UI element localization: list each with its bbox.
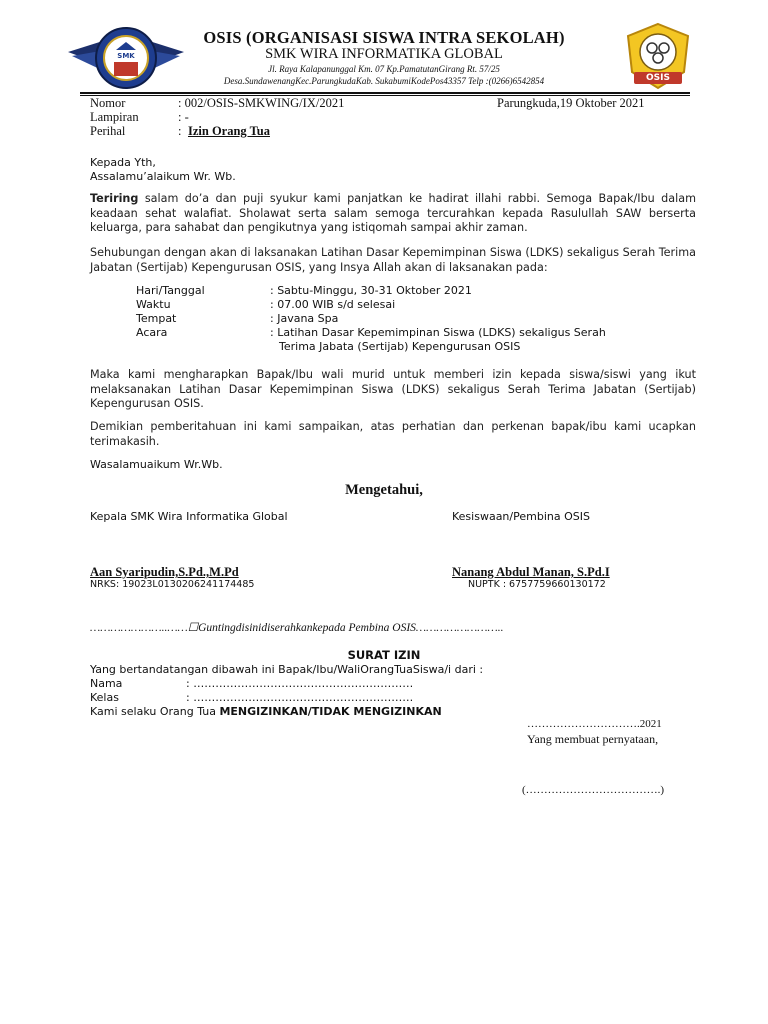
lampiran-value: : - xyxy=(178,110,189,124)
consent-line xyxy=(90,705,442,719)
left-signer-role: Kepala SMK Wira Informatika Global xyxy=(90,510,288,523)
event-value-activity: : Latihan Dasar Kepemimpinan Siswa (LDKS) sekaligus Serah xyxy=(270,326,606,339)
paragraph-opening xyxy=(90,192,696,236)
event-value-place: : Javana Spa xyxy=(270,312,339,325)
nama-field[interactable]: : …………………………………………………… xyxy=(186,677,414,690)
right-signer-role: Kesiswaan/Pembina OSIS xyxy=(452,510,590,523)
mengetahui: Mengetahui, xyxy=(345,482,423,498)
paragraph-request: Maka kami mengharapkan Bapak/Ibu wali murid untuk memberi izin kepada siswa/siswi yang ikut melaksanakan Latihan Dasar Kepemimpinan Siswa (LDKS) sekaligus Serah Terima Jabatan (Sertijab) Kepengurusan OSIS. xyxy=(90,368,696,411)
slip-title: SURAT IZIN xyxy=(347,648,421,662)
event-label-place: Tempat xyxy=(136,312,177,325)
event-value-date: : Sabtu-Minggu, 30-31 Oktober 2021 xyxy=(270,284,472,297)
perihal-value: Izin Orang Tua xyxy=(188,124,270,138)
opening-bold-word: Teriring xyxy=(90,192,139,205)
event-label-time: Waktu xyxy=(136,298,171,311)
event-value-time: : 07.00 WIB s/d selesai xyxy=(270,298,396,311)
header-divider xyxy=(80,92,690,94)
consent-choice[interactable]: MENGIZINKAN/TIDAK MENGIZINKAN xyxy=(219,705,442,718)
left-signer-id: NRKS: 19023L0130206241174485 xyxy=(90,579,255,590)
logo-left-label: SMK xyxy=(117,52,135,60)
nomor-value: : 002/OSIS-SMKWING/IX/2021 xyxy=(178,96,345,110)
address-line-2: Desa.SundawenangKec.ParungkudaKab. SukabumiKodePos43357 Telp :(0266)6542854 xyxy=(223,76,545,86)
closing-greeting: Wasalamuaikum Wr.Wb. xyxy=(90,458,223,471)
perihal-label: Perihal xyxy=(90,124,126,138)
nama-label: Nama xyxy=(90,677,123,690)
kelas-field[interactable]: : …………………………………………………… xyxy=(186,691,414,704)
perihal-colon: : xyxy=(178,124,182,138)
event-label-activity: Acara xyxy=(136,326,168,339)
cut-line: …………………..……☐Guntingdisinidiserahkankepada Pembina OSIS…………………….. xyxy=(90,622,504,634)
recipient: Kepada Yth, xyxy=(90,156,156,169)
school-name: SMK WIRA INFORMATIKA GLOBAL xyxy=(265,46,503,62)
slip-signature-line[interactable]: (……………………………….) xyxy=(522,784,665,796)
greeting: Assalamu’alaikum Wr. Wb. xyxy=(90,170,236,183)
slip-intro: Yang bertandatangan dibawah ini Bapak/Ibu/WaliOrangTuaSiswa/i dari : xyxy=(90,663,484,676)
address-line-1: Jl. Raya Kalapanunggal Km. 07 Kp.PamatutanGirang Rt. 57/25 xyxy=(268,64,500,74)
opening-text: salam do’a dan puji syukur kami panjatkan ke hadirat illahi rabbi. Semoga Bapak/Ibu dalam keadaan sehat walafiat. Sholawat serta salam semoga tercurahkan kepada Rasulullah SAW berserta keluarga, para sahabat dan pengikutnya yang istiqomah sampai akhir zaman. xyxy=(90,192,696,235)
paragraph-closing: Demikian pemberitahuan ini kami sampaikan, atas perhatian dan perkenan bapak/ibu kami ucapkan terimakasih. xyxy=(90,420,696,448)
left-signer-name: Aan Syaripudin,S.Pd.,M.Pd xyxy=(90,565,239,579)
logo-right-label: OSIS xyxy=(646,73,670,83)
slip-date: ………………………….2021 xyxy=(527,718,662,730)
right-signer-id: NUPTK : 6757759660130172 xyxy=(468,579,606,590)
lampiran-label: Lampiran xyxy=(90,110,139,124)
slip-maker: Yang membuat pernyataan, xyxy=(527,732,659,746)
consent-prefix: Kami selaku Orang Tua xyxy=(90,705,220,718)
right-signer-name: Nanang Abdul Manan, S.Pd.I xyxy=(452,565,610,579)
nomor-label: Nomor xyxy=(90,96,126,110)
org-title: OSIS (ORGANISASI SISWA INTRA SEKOLAH) xyxy=(203,28,565,47)
event-value-activity-cont: Terima Jabata (Sertijab) Kepengurusan OSIS xyxy=(279,340,521,353)
kelas-label: Kelas xyxy=(90,691,119,704)
event-label-date: Hari/Tanggal xyxy=(136,284,205,297)
place-date: Parungkuda,19 Oktober 2021 xyxy=(497,96,645,110)
paragraph-context: Sehubungan dengan akan di laksanakan Latihan Dasar Kepemimpinan Siswa (LDKS) sekaligus Serah Terima Jabatan (Sertijab) Kepengurusan OSIS, yang Insya Allah akan di laksanakan pada: xyxy=(90,246,697,274)
